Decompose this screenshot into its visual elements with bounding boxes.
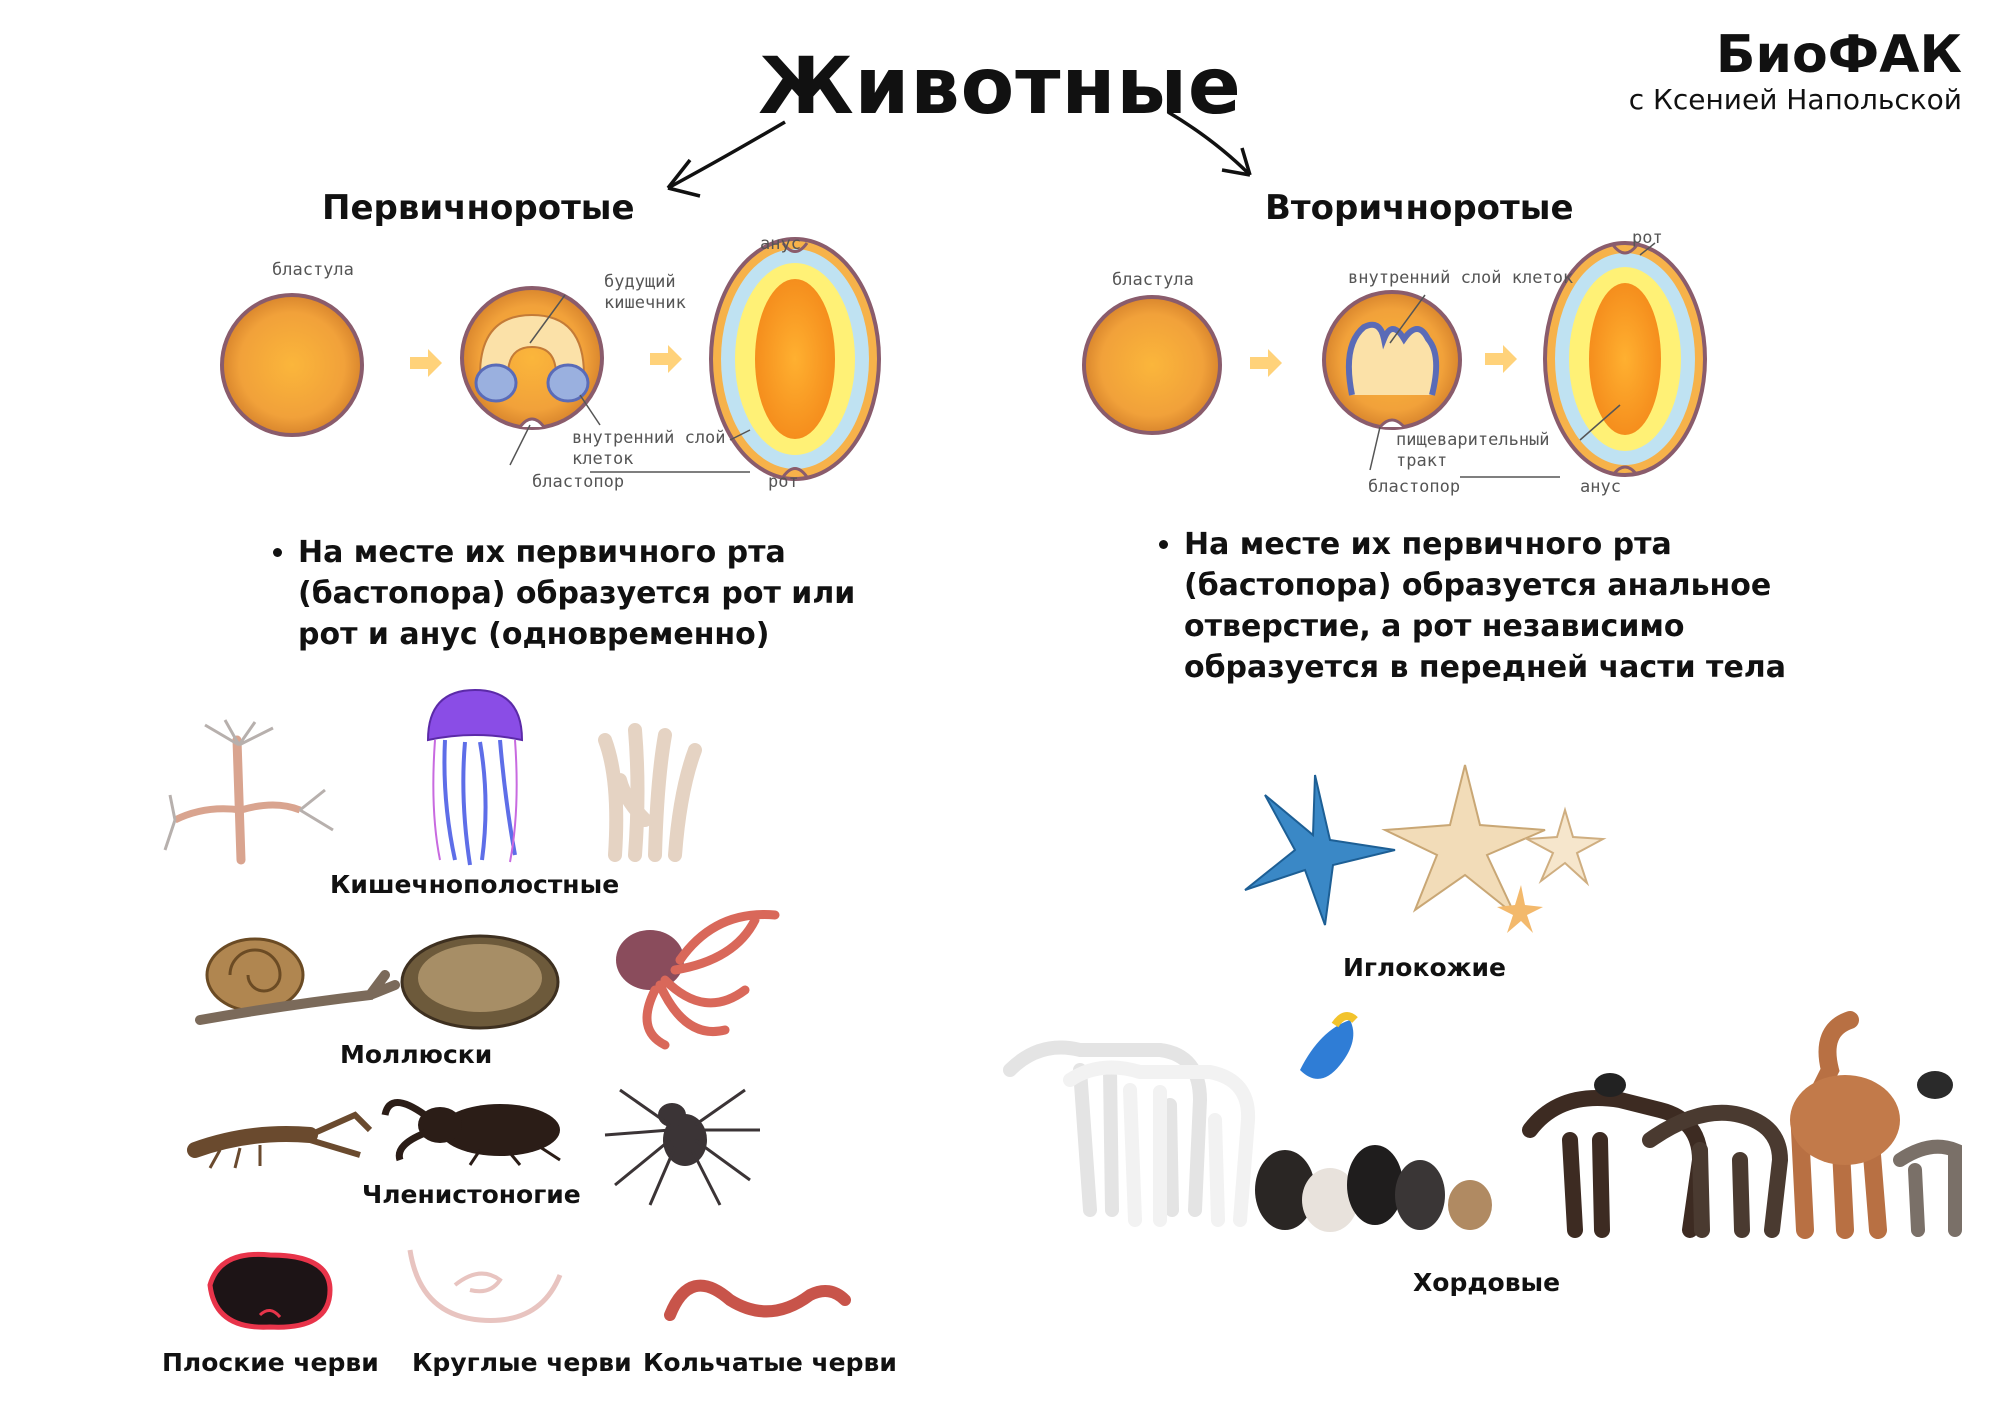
hydra-picture — [165, 720, 335, 870]
flatworms-label: Плоские черви — [162, 1348, 379, 1377]
starfish-picture — [1225, 755, 1645, 955]
protostome-description-text: • На месте их первичного рта (бастопора) образуется рот или рот и анус (одновременно) — [298, 532, 882, 655]
arrow-right-icon — [650, 345, 682, 373]
snail-picture — [195, 935, 395, 1030]
protostome-description — [262, 532, 882, 655]
spider-picture — [600, 1085, 760, 1205]
arrow-right-icon — [1485, 345, 1517, 373]
arthropoda-label: Членистоногие — [362, 1180, 581, 1209]
deuterostome-mouth-label: рот — [1632, 228, 1663, 248]
arrow-right-icon — [1250, 349, 1282, 377]
cnidaria-label: Кишечнополостные — [330, 870, 620, 899]
protostome-blastula-label: бластула — [272, 260, 354, 280]
protostome-anus-label: анус — [760, 234, 801, 254]
protostome-mouth-label: рот — [768, 472, 799, 492]
echinodermata-label: Иглокожие — [1343, 953, 1506, 982]
deuterostome-digestive-tract-label: пищеварительный тракт — [1396, 430, 1550, 472]
mollusca-label: Моллюски — [340, 1040, 493, 1069]
deuterostome-blastula-shape — [1084, 297, 1220, 433]
page-title: Животные — [758, 42, 1242, 132]
flatworm-picture — [200, 1245, 340, 1335]
annelid-picture — [660, 1255, 850, 1330]
arrow-right-icon — [0, 0, 2000, 240]
brand-subtitle: с Ксенией Напольской — [1628, 82, 1962, 116]
deuterostome-description-text: • На месте их первичного рта (бастопора) образуется анальное отверстие, а рот независимо образуется в передней части тела — [1184, 524, 1798, 688]
chordates-picture — [1000, 1010, 1960, 1240]
protostome-blastula-shape — [222, 295, 362, 435]
stag-beetle-picture — [380, 1085, 570, 1165]
deuterostome-blastopore-label: бластопор — [1368, 477, 1461, 497]
clam-picture — [400, 930, 560, 1030]
annelids-label: Кольчатые черви — [643, 1348, 897, 1377]
octopus-picture — [605, 900, 785, 1050]
deuterostome-inner-layer-label: внутренний слой клеток — [1348, 268, 1574, 288]
protostome-inner-layer-label: внутренний слой клеток — [572, 428, 726, 470]
jellyfish-picture — [420, 690, 530, 870]
crayfish-picture — [190, 1090, 370, 1170]
deuterostome-blastula-label: бластула — [1112, 270, 1194, 290]
deuterostome-gastrula-shape — [1324, 292, 1460, 428]
protostome-larva-shape — [711, 239, 879, 479]
protostome-future-gut-label: будущий кишечник — [604, 272, 686, 314]
arrow-right-icon — [410, 349, 442, 377]
chordata-label: Хордовые — [1413, 1268, 1561, 1297]
coral-picture — [595, 720, 705, 860]
protostomes-title: Первичноротые — [322, 188, 635, 228]
roundworm-picture — [400, 1245, 570, 1335]
brand-name: БиоФАК — [1715, 25, 1962, 85]
deuterostome-anus-label: анус — [1580, 477, 1621, 497]
roundworms-label: Круглые черви — [412, 1348, 632, 1377]
deuterostomes-title: Вторичноротые — [1265, 188, 1574, 228]
protostome-gastrula-shape — [462, 288, 602, 428]
deuterostome-description — [1148, 524, 1798, 688]
protostome-blastopore-label: бластопор — [532, 472, 625, 492]
